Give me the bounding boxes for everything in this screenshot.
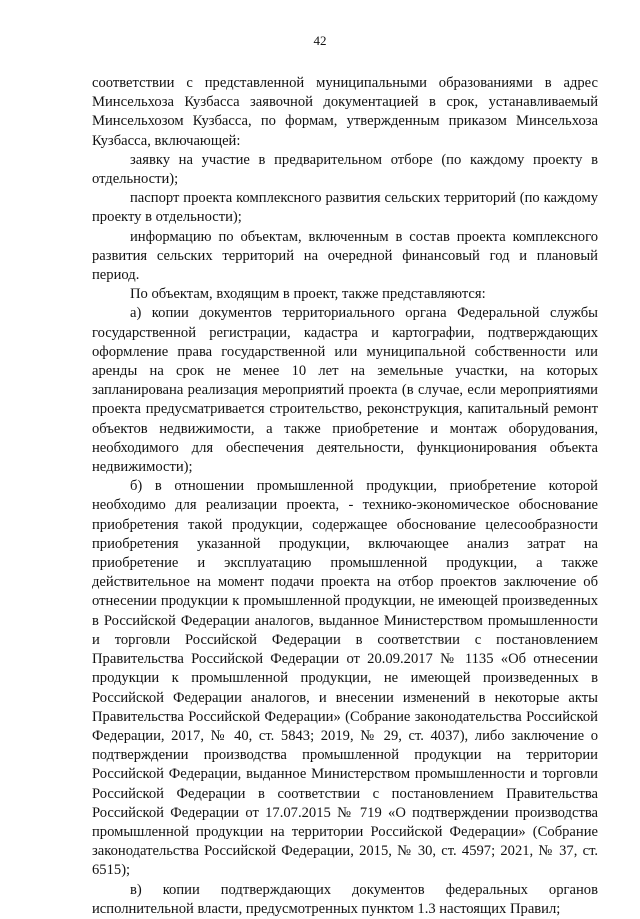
paragraph-item-b: б) в отношении промышленной продукции, приобретение которой необходимо для реализации проекта, - технико-экономическое обоснование приобретения такой продукции, содержащее обоснование целесообразности приобретения указанной продукции, включающее анализ затрат на приобретение и эксплуатацию промышленной продукции, а также действительное на момент подачи проекта на отбор проектов заключение об отнесении продукции к промышленной продукции, не имеющей произведенных в Российской Федерации аналогов, выданное Министерством промышленности и торговли Российской Федерации в соответствии с постановлением Правительства Российской Федерации от 20.09.2017 № 1135 «Об отнесении продукции к промышленной продукции, не имеющей произведенных в Российской Федерации аналогов, и внесении изменений в некоторые акты Правительства Российской Федерации» (Собрание законодательства Российской Федерации, 2017, № 40, ст. 5843; 2019, № 29, ст. 4037), либо заключение о подтверждении производства промышленной продукции на территории Российской Федерации, выданное Министерством промышленности и торговли Российской Федерации в соответствии с постановлением Правительства Российской Федерации от 17.07.2015 № 719 «О подтверждении производства промышленной продукции на территории Российской Федерации» (Собрание законодательства Российской Федерации, 2015, № 30, ст. 4597; 2021, № 37, ст. 6515); <box>92 478 598 879</box>
paragraph-application: заявку на участие в предварительном отборе (по каждому проекту в отдельности); <box>92 151 598 188</box>
page-number: 42 <box>313 33 327 48</box>
paragraph-item-v: в) копии подтверждающих документов федеральных органов исполнительной власти, предусмотренных пунктом 1.3 настоящих Правил; <box>92 881 598 917</box>
paragraph-objects-info: информацию по объектам, включенным в состав проекта комплексного развития сельских территорий на очередной финансовый год и плановый период. <box>92 228 598 284</box>
paragraph-passport: паспорт проекта комплексного развития сельских территорий (по каждому проекту в отдельности); <box>92 190 598 226</box>
document-body <box>92 74 598 919</box>
paragraph-item-a: а) копии документов территориального органа Федеральной службы государственной регистрации, кадастра и картографии, подтверждающих оформление права государственной или муниципальной собственности или аренды на срок не менее 10 лет на земельные участки, на которых запланирована реализация мероприятий проекта (в случае, если мероприятиями проекта предусматривается строительство, реконструкция, капитальный ремонт объектов недвижимости, а также приобретение и монтаж оборудования, необходимого для обеспечения деятельности, функционирования объекта недвижимости); <box>92 305 598 476</box>
paragraph-also-submitted: По объектам, входящим в проект, также представляются: <box>130 286 486 303</box>
paragraph-continuation: соответствии с представленной муниципальными образованиями в адрес Минсельхоза Кузбасса заявочной документацией в срок, устанавливаемый Минсельхозом Кузбасса, по формам, утвержденным приказом Минсельхоза Кузбасса, включающей: <box>92 75 598 149</box>
